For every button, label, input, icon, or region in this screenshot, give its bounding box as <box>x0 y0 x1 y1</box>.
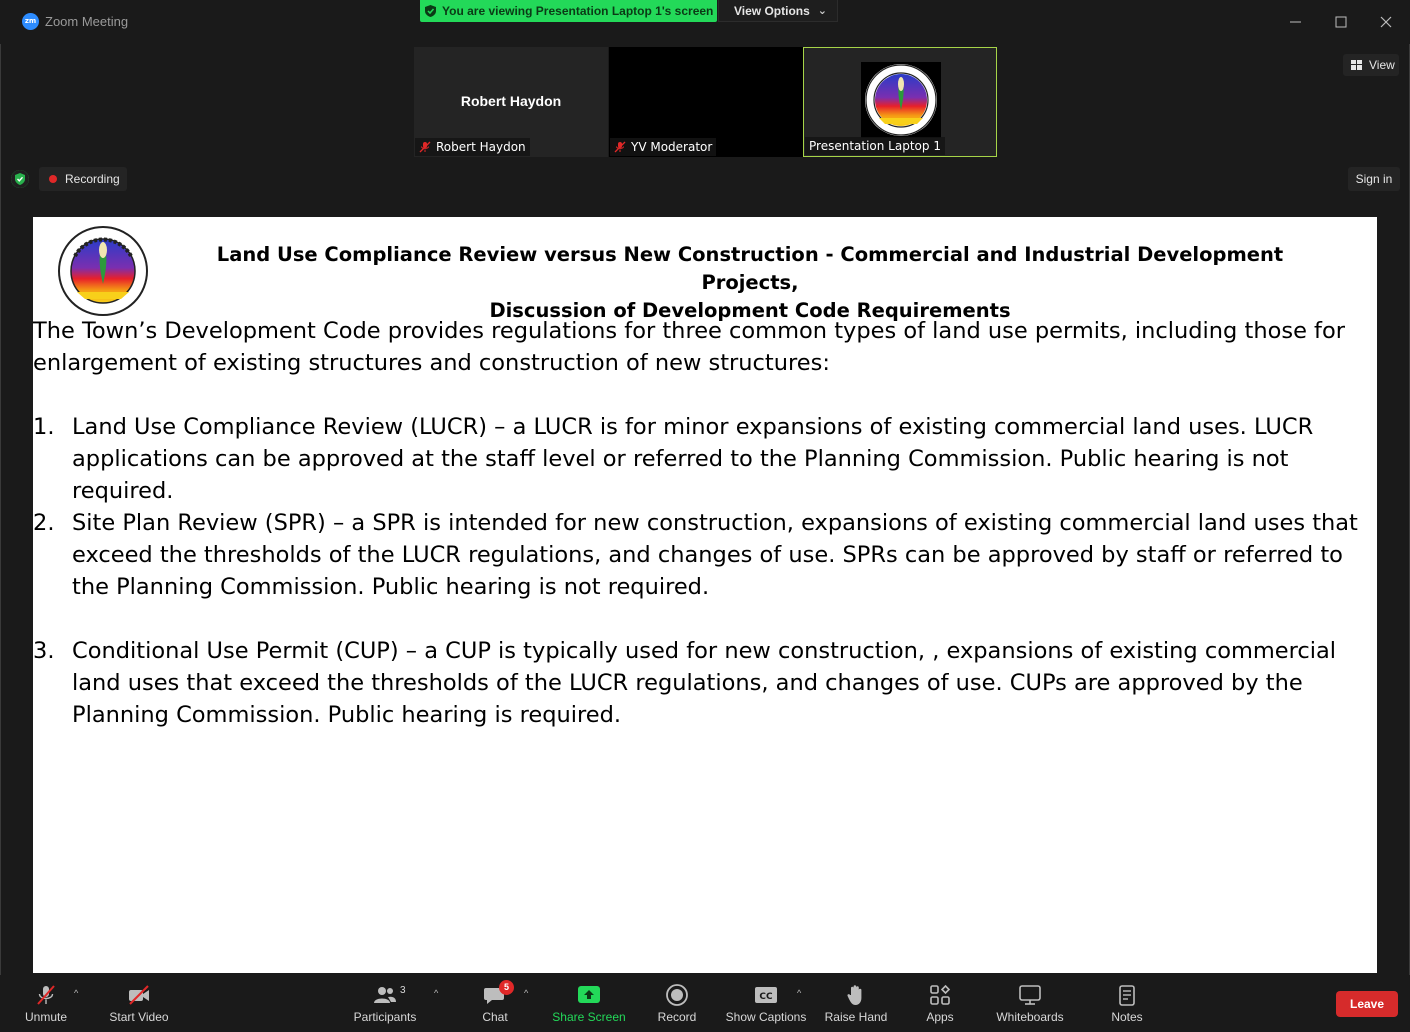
view-label: View <box>1369 58 1395 72</box>
grid-icon <box>1351 60 1362 70</box>
unmute-button[interactable] <box>14 975 78 1032</box>
video-off-icon <box>127 983 151 1007</box>
town-seal-logo <box>55 226 151 316</box>
zoom-app-icon: zm <box>22 13 39 30</box>
participant-tile-yv-moderator[interactable] <box>609 47 803 157</box>
participants-count: 3 <box>400 985 406 996</box>
maximize-icon[interactable] <box>1329 10 1353 34</box>
recording-label: Recording <box>65 172 120 186</box>
raise-hand-icon <box>844 983 868 1007</box>
share-screen-icon <box>577 983 601 1007</box>
participants-icon <box>373 983 397 1007</box>
participant-name-tag <box>415 138 530 156</box>
captions-options-caret-icon[interactable]: ^ <box>797 988 802 998</box>
list-item-number: 2. <box>33 510 55 536</box>
participant-name: Presentation Laptop 1 <box>809 139 941 153</box>
record-icon <box>665 983 689 1007</box>
participant-name-tag <box>805 137 945 155</box>
raise-hand-label: Raise Hand <box>824 1010 888 1024</box>
list-item-text: Site Plan Review (SPR) – a SPR is intended for new construction, expansions of existing commercial land uses that exceed the thresholds of the LUCR regulations, and changes of use. SPRs can be approved by staff or referred to the Planning Commission. Public hearing is not required. <box>72 510 1358 600</box>
security-shield-icon[interactable] <box>11 170 29 188</box>
list-item-text: Land Use Compliance Review (LUCR) – a LUCR is for minor expansions of existing commercial land uses. LUCR applications can be approved at the staff level or referred to the Planning Commission. Public hearing is not required. <box>72 414 1314 504</box>
slide-title <box>193 241 1307 325</box>
participant-display-name: Robert Haydon <box>460 93 562 109</box>
mic-muted-icon <box>614 141 626 153</box>
share-screen-label: Share Screen <box>552 1010 626 1024</box>
record-label: Record <box>657 1010 697 1024</box>
apps-button[interactable] <box>918 975 962 1032</box>
window-title: Zoom Meeting <box>45 14 129 29</box>
shared-screen-slide <box>33 217 1377 973</box>
participants-button[interactable] <box>352 975 418 1032</box>
participant-tile-presentation-laptop[interactable] <box>803 47 997 157</box>
list-item-text: Conditional Use Permit (CUP) – a CUP is typically used for new construction, , expansions of existing commercial land uses that exceed the thresholds of the LUCR regulations, and changes of use. CUPs are approved by the Planning Commission. Public hearing is required. <box>72 638 1337 728</box>
view-layout-button[interactable] <box>1343 54 1399 76</box>
notes-button[interactable] <box>1104 975 1150 1032</box>
mic-muted-icon <box>34 983 58 1007</box>
chevron-down-icon: ⌄ <box>817 5 827 17</box>
view-options-label: View Options <box>734 4 810 18</box>
show-captions-label: Show Captions <box>725 1010 807 1024</box>
record-button[interactable] <box>652 975 702 1032</box>
notes-icon <box>1115 983 1139 1007</box>
closed-captions-icon <box>754 983 778 1007</box>
participant-name: YV Moderator <box>631 140 713 154</box>
show-captions-button[interactable] <box>724 975 808 1032</box>
whiteboards-button[interactable] <box>990 975 1070 1032</box>
whiteboard-icon <box>1018 983 1042 1007</box>
mic-muted-icon <box>419 141 431 153</box>
window-frame-left <box>0 0 1 1032</box>
recording-dot-icon <box>49 175 57 183</box>
slide-title-line-1: Land Use Compliance Review versus New Construction - Commercial and Industrial Development Projects, <box>216 243 1284 294</box>
chat-label: Chat <box>482 1010 508 1024</box>
list-item-number: 3. <box>33 638 55 664</box>
participant-tile-robert-haydon[interactable] <box>414 47 608 157</box>
audio-options-caret-icon[interactable]: ^ <box>74 988 79 998</box>
sign-in-button[interactable]: Sign in <box>1348 167 1400 191</box>
town-seal-logo <box>861 62 941 138</box>
apps-icon <box>928 983 952 1007</box>
chat-options-caret-icon[interactable]: ^ <box>524 988 529 998</box>
title-bar <box>0 0 1410 44</box>
share-screen-button[interactable] <box>550 975 628 1032</box>
list-item-number: 1. <box>33 414 55 440</box>
view-options-button[interactable] <box>718 0 838 22</box>
notes-label: Notes <box>1111 1010 1143 1024</box>
leave-button[interactable]: Leave <box>1336 991 1398 1017</box>
banner-text: You are viewing Presentation Laptop 1's screen <box>442 4 714 18</box>
svg-text:CC: CC <box>759 992 773 1002</box>
recording-indicator[interactable] <box>39 167 127 191</box>
close-icon[interactable] <box>1374 10 1398 34</box>
raise-hand-button[interactable] <box>824 975 888 1032</box>
slide-title-line-2: Discussion of Development Code Requirements <box>489 299 1011 322</box>
participant-name: Robert Haydon <box>436 140 526 154</box>
minimize-icon[interactable] <box>1284 10 1308 34</box>
start-video-button[interactable] <box>104 975 174 1032</box>
start-video-label: Start Video <box>109 1010 169 1024</box>
participants-options-caret-icon[interactable]: ^ <box>434 988 439 998</box>
whiteboards-label: Whiteboards <box>996 1010 1064 1024</box>
meeting-toolbar <box>0 975 1410 1032</box>
participants-label: Participants <box>353 1010 417 1024</box>
shield-icon <box>425 5 436 17</box>
apps-label: Apps <box>926 1010 954 1024</box>
slide-intro-paragraph: The Town’s Development Code provides regulations for three common types of land use permits, including those for enlargement of existing structures and construction of new structures: <box>33 318 1345 376</box>
chat-unread-badge: 5 <box>499 980 514 995</box>
viewing-screen-banner <box>420 0 717 22</box>
unmute-label: Unmute <box>24 1010 68 1024</box>
participant-name-tag <box>610 138 716 156</box>
